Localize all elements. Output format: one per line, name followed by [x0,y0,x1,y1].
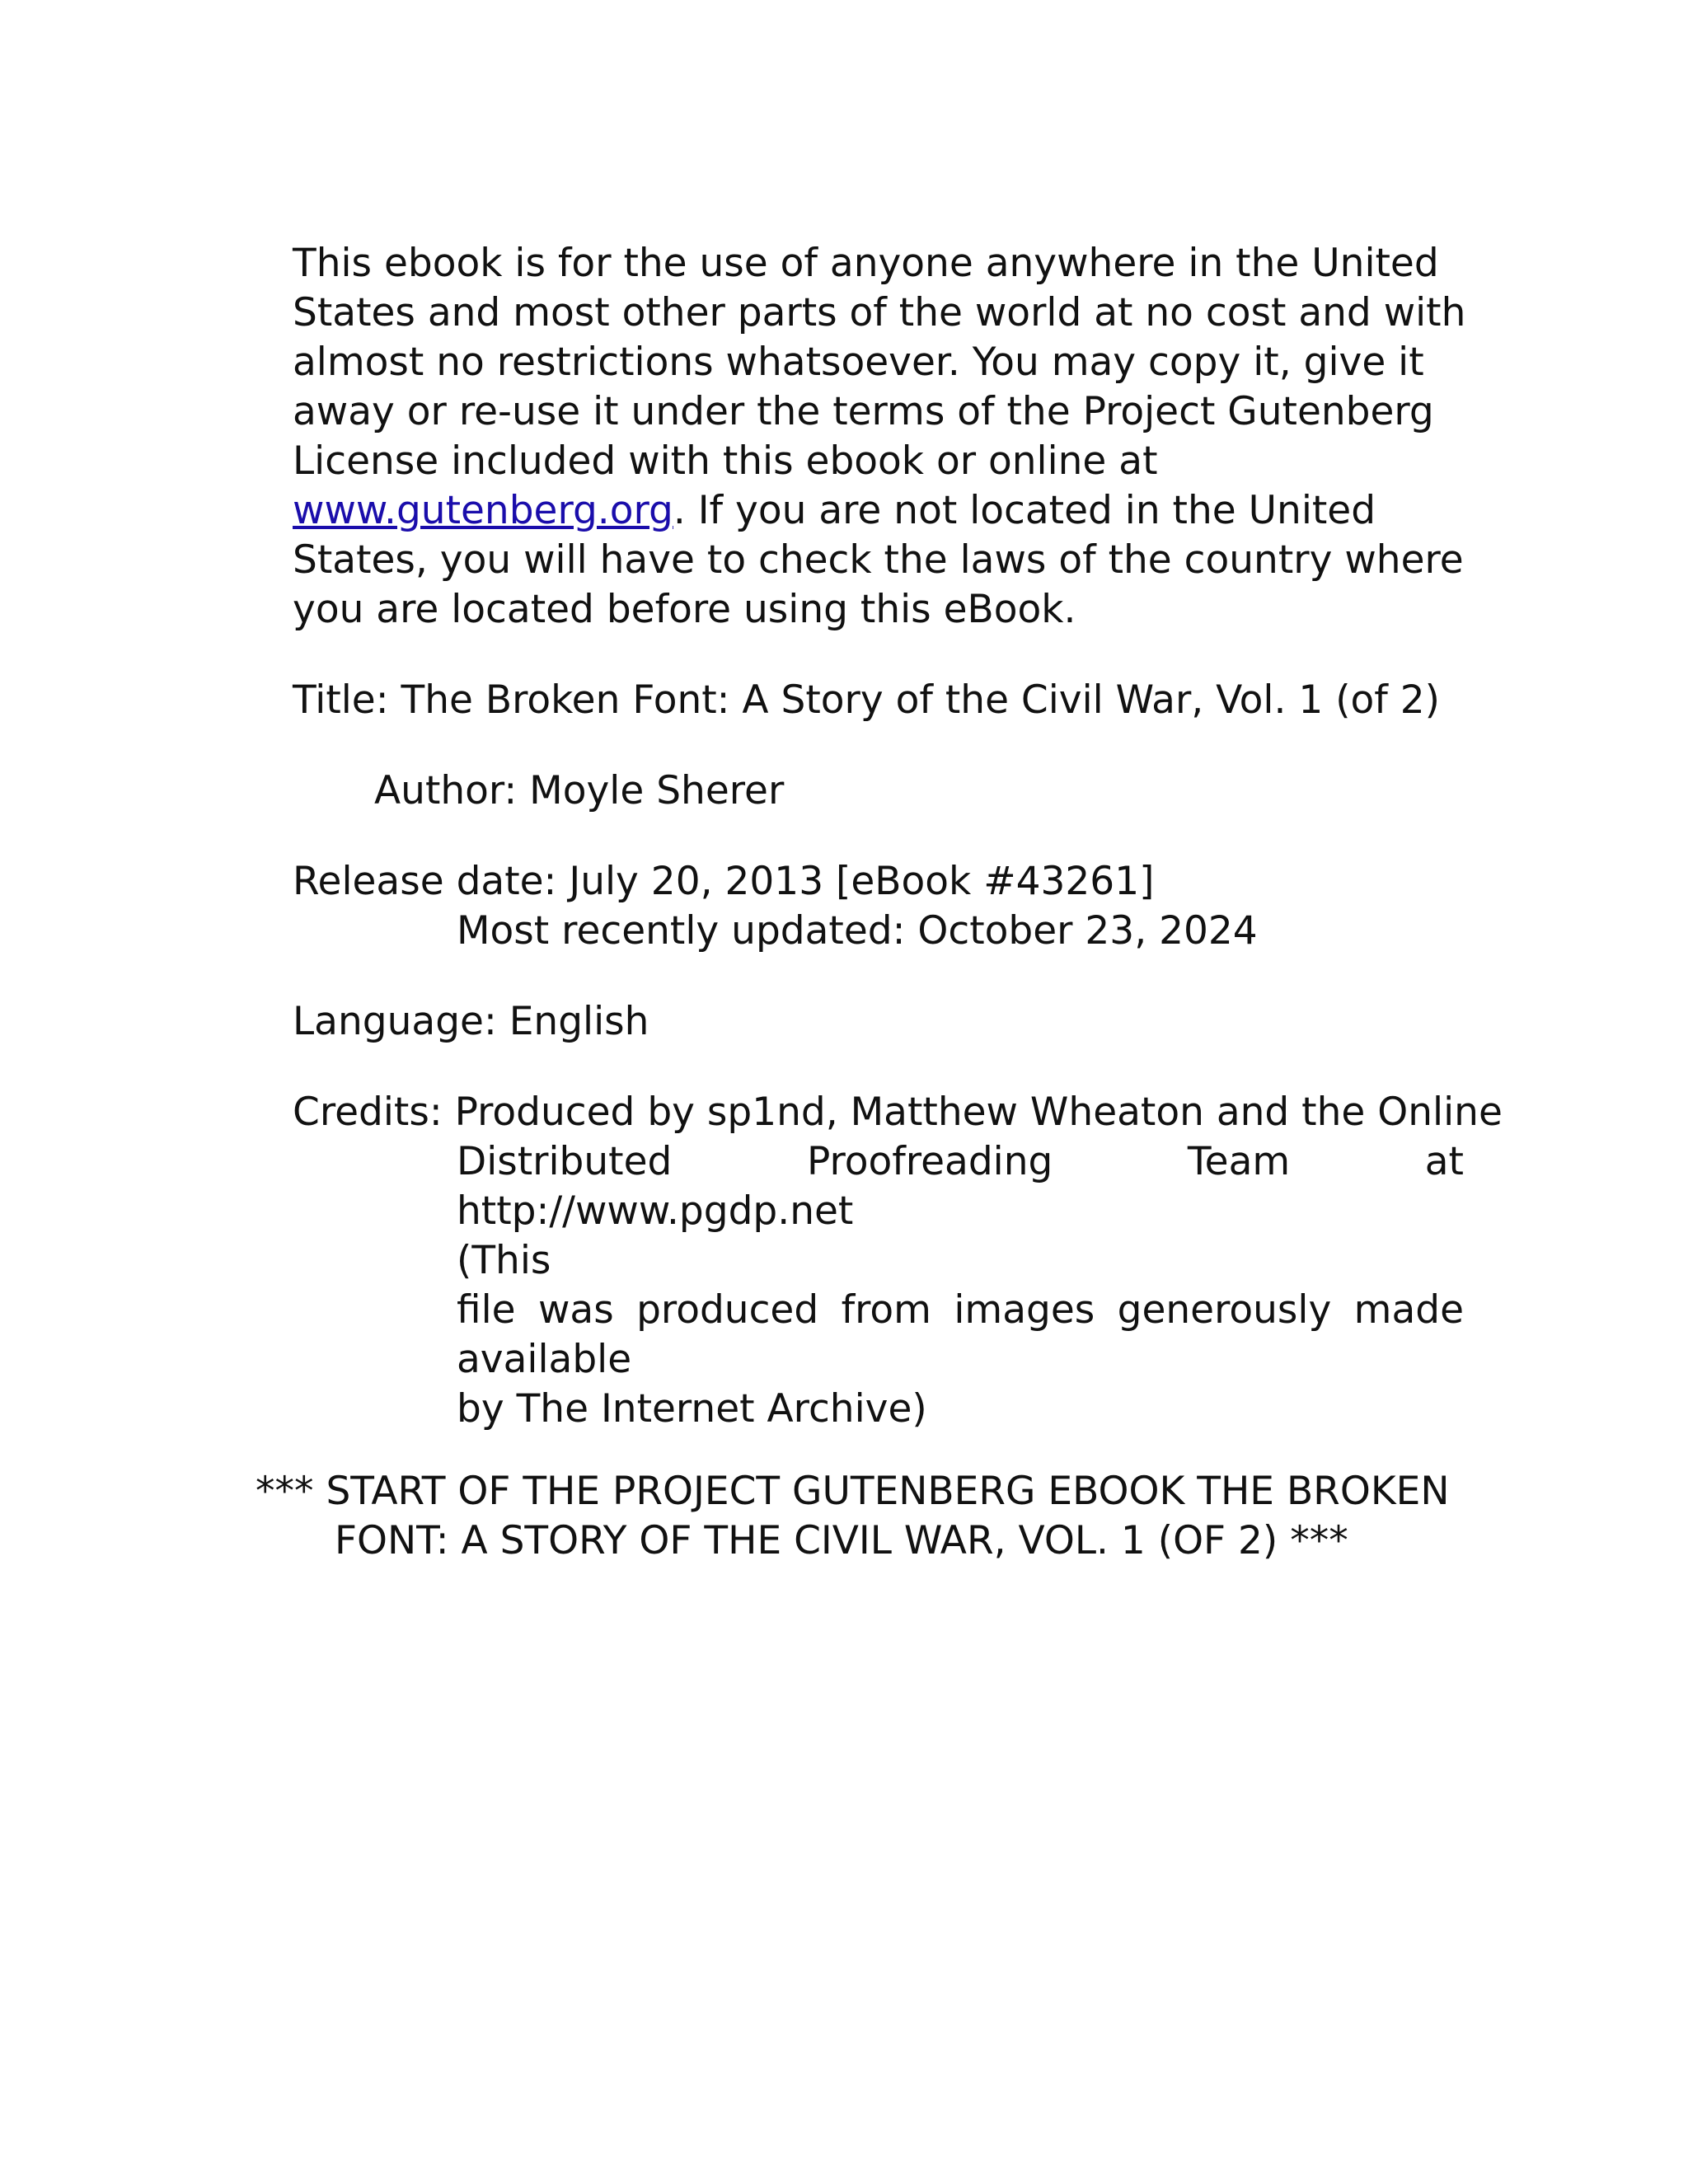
credits-line: by The Internet Archive) [457,1386,927,1432]
book-title: Title: The Broken Font: A Story of the Civil War, Vol. 1 (of 2) [293,677,1441,723]
book-author: Author: Moyle Sherer [374,768,785,813]
credits-line: (This [457,1238,551,1283]
license-paragraph [293,239,1479,635]
gutenberg-link[interactable]: www.gutenberg.org [293,488,673,533]
start-marker-line: FONT: A STORY OF THE CIVIL WAR, VOL. 1 (OF 2) *** [335,1518,1348,1563]
credits-continuation [457,1137,1464,1434]
start-marker-line: *** START OF THE PROJECT GUTENBERG EBOOK THE BROKEN [256,1469,1450,1514]
credits-line: Distributed Proofreading Team at http://www.pgdp.net [457,1139,1464,1234]
release-date: Release date: July 20, 2013 [eBook #43261] [293,859,1155,904]
book-language: Language: English [293,999,649,1044]
credits-line: file was produced from images generously made [457,1287,1464,1333]
updated-date: Most recently updated: October 23, 2024 [457,908,1258,954]
credits-line: available [457,1337,632,1382]
license-text-start: This ebook is for the use of anyone anywhere in the United States and most other parts of the world at no cost and with almost no restrictions whatsoever. You may copy it, give it away or re-use it under the terms of the Project Gutenberg License included with this ebook or online at [293,241,1466,484]
start-of-ebook-marker [256,1467,1492,1566]
credits-first-line: Credits: Produced by sp1nd, Matthew Wheaton and the Online [293,1090,1503,1135]
license-text-end: . If you are not located in the United States, you will have to check the laws of the country where you are located before using this eBook. [293,488,1464,632]
